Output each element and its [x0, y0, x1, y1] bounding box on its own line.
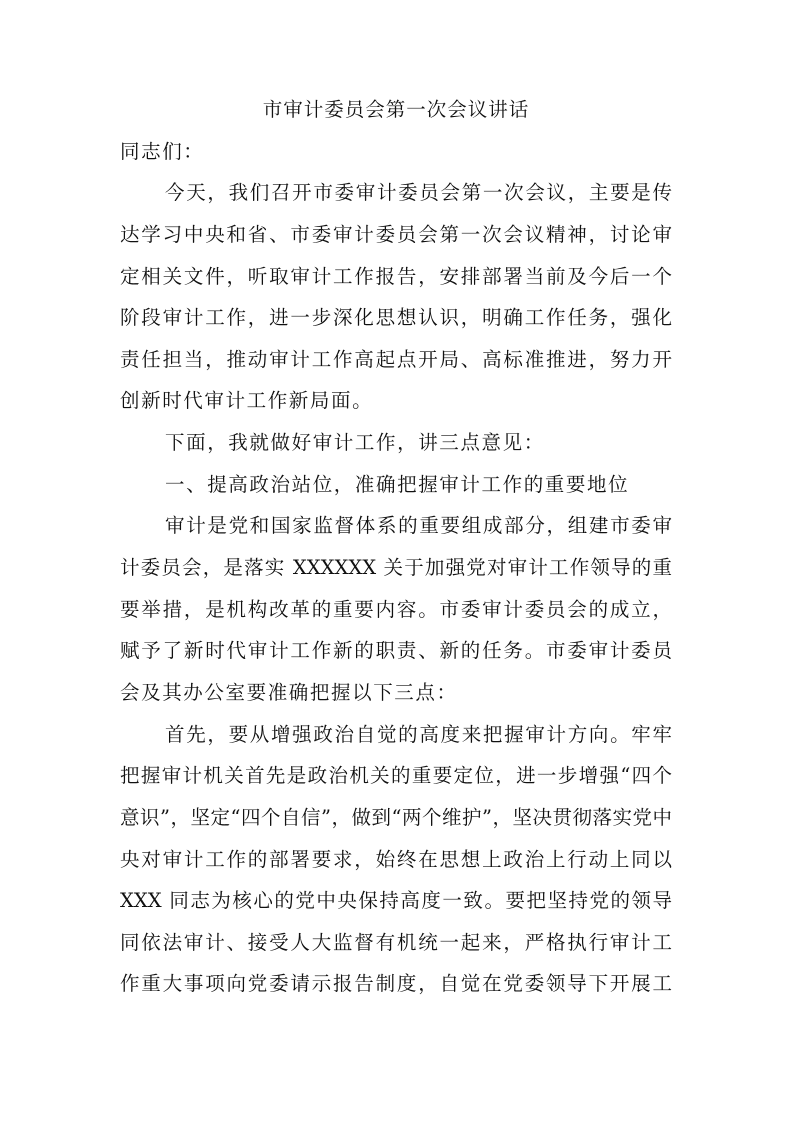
text-line: 达学习中央和省、市委审计委员会第一次会议精神，讨论审 [120, 222, 672, 246]
text-line: 作重大事项向党委请示报告制度，自觉在党委领导下开展工 [120, 972, 672, 996]
text-line: 计委员会，是落实 XXXXXX 关于加强党对审计工作领导的重 [120, 556, 672, 580]
text-line: 央对审计工作的部署要求，始终在思想上政治上行动上同以 [120, 847, 672, 871]
text-line: 首先，要从增强政治自觉的高度来把握审计方向。牢牢 [165, 722, 672, 746]
text-line: 定相关文件，听取审计工作报告，安排部署当前及今后一个 [120, 264, 672, 288]
text-line: 下面，我就做好审计工作，讲三点意见： [165, 431, 545, 455]
text-line: 责任担当，推动审计工作高起点开局、高标准推进，努力开 [120, 347, 672, 371]
text-line: 赋予了新时代审计工作新的职责、新的任务。市委审计委员 [120, 639, 672, 663]
section-heading-text: 一、提高政治站位，准确把握审计工作的重要地位 [165, 472, 630, 496]
text-line: XXX 同志为核心的党中央保持高度一致。要把坚持党的领导 [120, 889, 672, 913]
document-title: 市审计委员会第一次会议讲话 [262, 98, 530, 121]
text-line: 创新时代审计工作新局面。 [120, 389, 374, 413]
salutation: 同志们： [120, 139, 205, 163]
section-heading [120, 464, 672, 506]
text-line: 今天，我们召开市委审计委员会第一次会议，主要是传 [165, 181, 672, 205]
text-line: 会及其办公室要准确把握以下三点： [120, 680, 458, 704]
document-body [120, 89, 672, 1005]
paragraph-opening [120, 172, 672, 422]
paragraph-intro-points [120, 422, 672, 464]
text-line: 审计是党和国家监督体系的重要组成部分，组建市委审 [165, 514, 672, 538]
text-line: 同依法审计、接受人大监督有机统一起来，严格执行审计工 [120, 930, 672, 954]
text-line: 把握审计机关首先是政治机关的重要定位，进一步增强“四个 [120, 764, 672, 788]
text-line: 要举措，是机构改革的重要内容。市委审计委员会的成立， [120, 597, 672, 621]
text-line: 意识”，坚定“四个自信”，做到“两个维护”，坚决贯彻落实党中 [120, 805, 672, 829]
paragraph-audit-committee [120, 505, 672, 713]
text-line: 阶段审计工作，进一步深化思想认识，明确工作任务，强化 [120, 306, 672, 330]
paragraph-first-point [120, 714, 672, 1005]
